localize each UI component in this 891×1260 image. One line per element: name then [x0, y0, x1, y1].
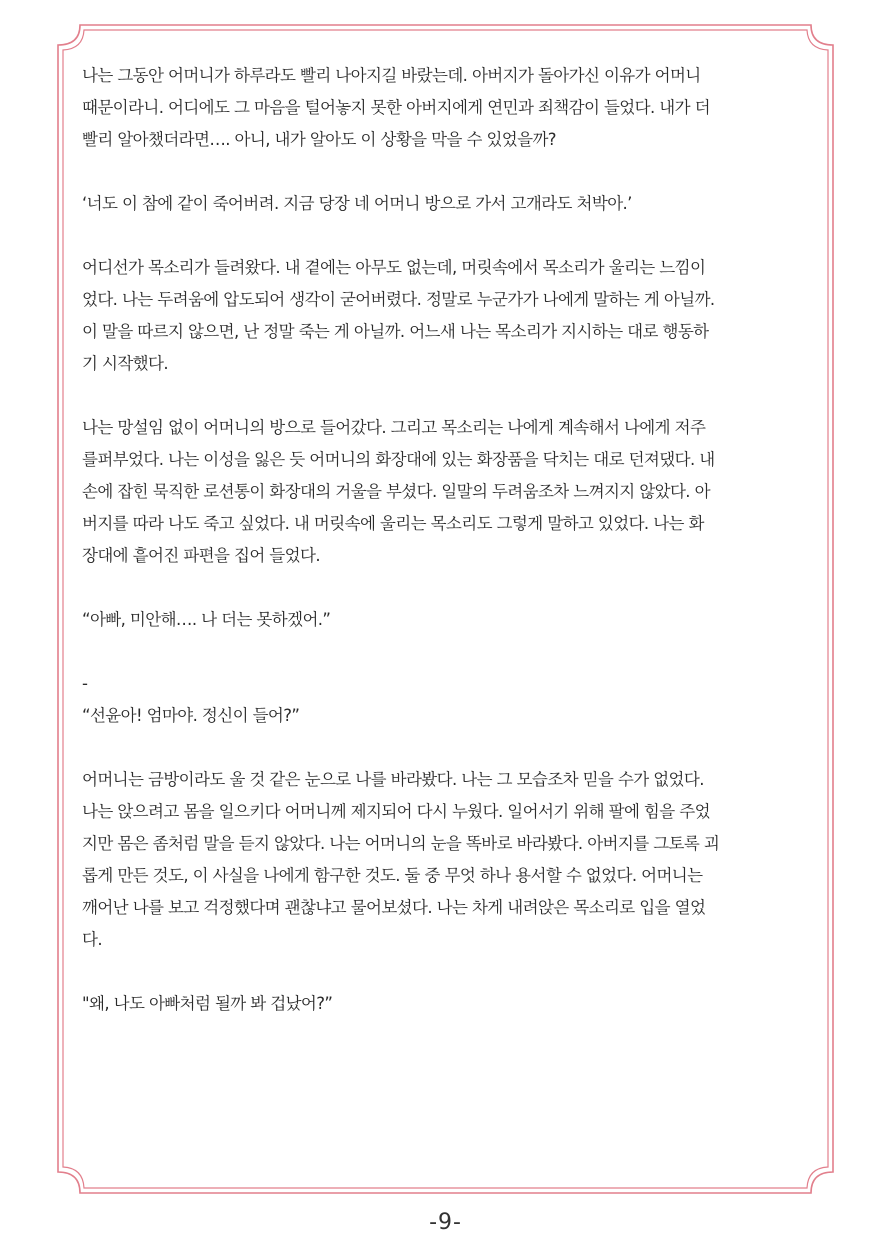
paragraph: 나는 망설임 없이 어머니의 방으로 들어갔다. 그리고 목소리는 나에게 계속해서 나에게 저주 를퍼부었다. 나는 이성을 잃은 듯 어머니의 화장대에 있는 화장품을 닥치는 대로 던져댔다. 내 손에 잡힌 묵직한 로션통이 화장대의 거울을 부셨다. 일말의 두려움조차 느껴지지 않았다. 아 버지를 따라 나도 죽고 싶었다. 내 머릿속에 울리는 목소리도 그렇게 말하고 있었다. 나는 화 장대에 흩어진 파편을 집어 들었다. — [82, 418, 715, 565]
paragraph-dialogue: “선윤아! 엄마야. 정신이 들어?” — [82, 706, 300, 725]
story-text — [82, 60, 810, 1020]
paragraph-dialogue: "왜, 나도 아빠처럼 될까 봐 겁났어?” — [82, 994, 333, 1013]
paragraph: 나는 그동안 어머니가 하루라도 빨리 나아지길 바랐는데. 아버지가 돌아가신 이유가 어머니 때문이라니. 어디에도 그 마음을 털어놓지 못한 아버지에게 연민과 죄책감이 들었다. 내가 더 빨리 알아챘더라면…. 아니, 내가 알아도 이 상황을 막을 수 있었을까? — [82, 66, 710, 149]
page-number: -9- — [429, 1210, 462, 1235]
paragraph-dialogue: “아빠, 미안해…. 나 더는 못하겠어.” — [82, 610, 331, 629]
paragraph: 어머니는 금방이라도 울 것 같은 눈으로 나를 바라봤다. 나는 그 모습조차 믿을 수가 없었다. 나는 앉으려고 몸을 일으키다 어머니께 제지되어 다시 누웠다. 일어서기 위해 팔에 힘을 주었 지만 몸은 좀처럼 말을 듣지 않았다. 나는 어머니의 눈을 똑바로 바라봤다. 아버지를 그토록 괴 롭게 만든 것도, 이 사실을 나에게 함구한 것도. 둘 중 무엇 하나 용서할 수 없었다. 어머니는 깨어난 나를 보고 걱정했다며 괜찮냐고 물어보셨다. 나는 차게 내려앉은 목소리로 입을 열었 다. — [82, 770, 720, 949]
scene-break: - — [82, 674, 88, 693]
paragraph-quote: ‘너도 이 참에 같이 죽어버려. 지금 당장 네 어머니 방으로 가서 고개라도 처박아.’ — [82, 194, 632, 213]
paragraph: 어디선가 목소리가 들려왔다. 내 곁에는 아무도 없는데, 머릿속에서 목소리가 울리는 느낌이 었다. 나는 두려움에 압도되어 생각이 굳어버렸다. 정말로 누군가가 나에게 말하는 게 아닐까. 이 말을 따르지 않으면, 난 정말 죽는 게 아닐까. 어느새 나는 목소리가 지시하는 대로 행동하 기 시작했다. — [82, 258, 715, 373]
